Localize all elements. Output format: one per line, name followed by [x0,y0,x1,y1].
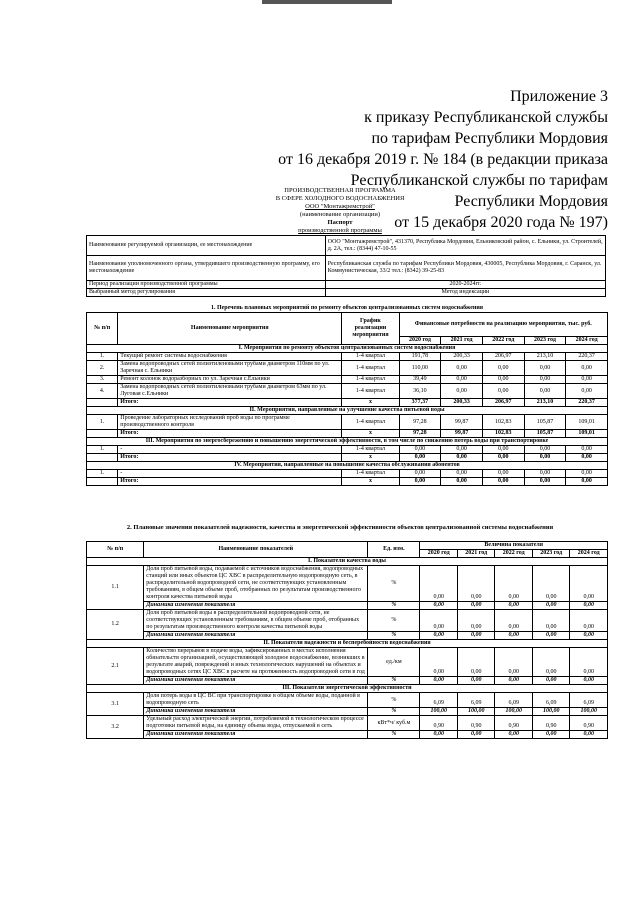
col-num: № п/п [87,313,118,345]
indicator-value: 0,00 [532,610,570,632]
indicator-name: Доля проб питьевой воды, подаваемой с источников водоснабжения, водопроводных станций или иных объектов ЦС ХВС в распределительную водопроводную сеть, в распределительной водопроводной сети, не соответствующих установленным требованиям, в общем объеме проб, отобранных по результатам производственного контроля качества питьевой воды [144,566,368,602]
col-values: Величина показателя [420,542,608,550]
finance-value: 0,00 [524,470,566,478]
total-value: 0,00 [524,478,566,486]
dynamics-value: 100,00 [457,708,495,716]
indicator-value: 0,00 [457,610,495,632]
indicator-value: 0,90 [457,716,495,731]
measure-name: Ремонт колонок водоразборных по ул. Заречная с.Ельники [118,376,342,384]
program-heading [230,187,450,235]
total-value: 109,01 [566,430,608,438]
indicator-value: 0,00 [495,610,533,632]
year-header: 2020 год [420,550,458,558]
indicator-row [87,648,608,677]
passport-value: ООО "Монтажремстрой", 431370, Республика Мордовия, Ельниковский район, с. Ельники, ул. Строителей, д. 2А, тел.: (8344) 47-10-55 [325,236,605,256]
appendix-line: Приложение 3 [510,88,608,105]
passport-title: Паспорт [327,219,353,226]
total-value: 0,00 [399,478,441,486]
passport-value: Метод индексации [325,289,605,297]
schedule: 1-4 квартал [342,470,399,478]
indicator-row [87,693,608,708]
unit: ед./км [368,648,420,677]
table-row [87,415,608,430]
section-row [87,462,608,470]
organization-name: ООО "Монтажремстрой" [305,203,375,210]
appendix-line: Республики Мордовия [454,193,608,210]
dynamics-unit: % [368,677,420,685]
year-header: 2022 год [482,337,524,345]
finance-value: 200,33 [441,353,483,361]
unit: кВт*ч/ куб.м [368,716,420,731]
finance-value: 0,00 [399,470,441,478]
total-value: 0,00 [482,478,524,486]
finance-value: 0,00 [482,384,524,399]
section-row [87,345,608,353]
total-value: 105,87 [524,430,566,438]
measure-name: - [118,470,342,478]
total-label: Итого: [118,454,342,462]
empty-cell [87,430,118,438]
indicator-value: 0,00 [570,648,608,677]
finance-value: 0,00 [482,446,524,454]
dynamics-value: 0,00 [457,602,495,610]
dynamics-value: 0,00 [420,677,458,685]
indicator-value: 0,00 [420,610,458,632]
section-title: II. Мероприятия, направленные на улучшение качества питьевой воды [87,407,608,415]
row-number: 4. [87,384,118,399]
total-value: 0,00 [566,478,608,486]
dynamics-value: 0,00 [570,731,608,739]
finance-value: 0,00 [482,376,524,384]
total-value: 220,37 [566,399,608,407]
indicator-value: 0,90 [570,716,608,731]
measure-name: Замена водопроводных сетей полиэтиленовыми трубами диаметром 110мм по ул. Заречная с. Ельники [118,361,342,376]
measure-name: Текущий ремонт системы водоснабжения [118,353,342,361]
row-number: 1. [87,353,118,361]
schedule: 1-4 квартал [342,361,399,376]
total-value: 102,83 [482,430,524,438]
row-number: 1. [87,470,118,478]
dynamics-value: 0,00 [457,677,495,685]
row-number: 2. [87,361,118,376]
year-header: 2021 год [457,550,495,558]
schedule: х [342,478,399,486]
total-value: 206,97 [482,399,524,407]
indicator-value: 6,09 [570,693,608,708]
indicator-name: Доля потерь воды в ЦС ВС при транспортировке в общем объеме воды, поданной в водопроводную сеть [144,693,368,708]
passport-subtitle: производственной программы [298,227,382,234]
table-row [87,446,608,454]
dynamics-value: 0,00 [532,677,570,685]
total-value: 0,00 [524,454,566,462]
dynamics-value: 0,00 [495,731,533,739]
section-title: IV. Мероприятия, направленные на повышение качества обслуживания абонентов [87,462,608,470]
dynamics-value: 0,00 [457,632,495,640]
table-row [87,353,608,361]
col-schedule: График реализации мероприятия [342,313,399,345]
section-row [87,407,608,415]
finance-value: 191,78 [399,353,441,361]
indicator-value: 0,90 [532,716,570,731]
row-number: 3.1 [87,693,144,716]
year-header: 2024 год [566,337,608,345]
total-value: 213,10 [524,399,566,407]
measure-name: Проведение лабораторных исследований проб воды по программе производственного контроля [118,415,342,430]
total-row [87,454,608,462]
dynamics-value: 0,00 [420,632,458,640]
section-row [87,558,608,566]
finance-value: 0,00 [524,361,566,376]
table-row [87,384,608,399]
col-finance: Финансовые потребности на реализацию мероприятия, тыс. руб. [399,313,607,337]
dynamics-label: Динамика изменения показателя [144,632,368,640]
finance-value: 99,87 [441,415,483,430]
indicator-row [87,566,608,602]
indicator-value: 6,09 [532,693,570,708]
row-number: 3. [87,376,118,384]
finance-value: 0,00 [566,470,608,478]
dynamics-row [87,708,608,716]
indicator-value: 0,00 [570,610,608,632]
unit: % [368,610,420,632]
dynamics-unit: % [368,602,420,610]
indicator-value: 6,09 [495,693,533,708]
section-title: II. Показатели надежности и бесперебойности водоснабжения [87,640,608,648]
section-title: III. Мероприятия по энергосбережению и повышению энергетической эффективности, в том числе по снижению потерь воды при транспортировке [87,438,608,446]
dynamics-unit: % [368,708,420,716]
dynamics-label: Динамика изменения показателя [144,602,368,610]
appendix-line: от 15 декабря 2020 года № 197) [394,214,608,231]
finance-value: 97,28 [399,415,441,430]
finance-value: 0,00 [441,384,483,399]
year-header: 2021 год [441,337,483,345]
row-number: 3.2 [87,716,144,739]
total-row [87,399,608,407]
finance-value: 0,00 [566,361,608,376]
section-title: I. Показатели качества воды [87,558,608,566]
year-header: 2022 год [495,550,533,558]
empty-cell [87,399,118,407]
dynamics-row [87,677,608,685]
measure-name: - [118,446,342,454]
dynamics-value: 0,00 [570,602,608,610]
indicator-value: 0,90 [495,716,533,731]
col-num: № п/п [87,542,144,558]
passport-value: 2020-2024гг. [325,281,605,289]
indicator-value: 0,00 [420,566,458,602]
dynamics-unit: % [368,731,420,739]
schedule: х [342,454,399,462]
table-row [87,470,608,478]
finance-value: 0,00 [524,446,566,454]
schedule: 1-4 квартал [342,415,399,430]
col-measure: Наименование мероприятия [118,313,342,345]
section-title: III. Показатели энергетической эффективности [87,685,608,693]
indicator-name: Количество перерывов в подаче воды, зафиксированных в местах исполнения обязательств организацией, осуществляющей холодное водоснабжение, возникших в результате аварий, повреждений и иных технологических нарушений на объектах и водопроводных сетях ЦС ХВС в расчете на протяженность водопроводной сети в год [144,648,368,677]
year-header: 2023 год [524,337,566,345]
dynamics-row [87,602,608,610]
finance-value: 110,00 [399,361,441,376]
indicator-value: 0,00 [457,566,495,602]
scan-mark [262,0,392,4]
empty-cell [87,478,118,486]
repair-measures-table [86,305,608,486]
appendix-line: к приказу Республиканской службы [364,109,608,126]
indicator-value: 0,00 [532,648,570,677]
finance-value: 0,00 [441,361,483,376]
organization-note: (наименование организации) [299,211,381,218]
program-title: ПРОИЗВОДСТВЕННАЯ ПРОГРАММА [284,187,396,194]
section-row [87,438,608,446]
unit: % [368,566,420,602]
finance-value: 0,00 [566,376,608,384]
year-header: 2024 год [570,550,608,558]
year-header: 2023 год [532,550,570,558]
indicator-name: Доля проб питьевой воды в распределительной водопроводной сети, не соответствующих установленным требованиям, в общем объеме проб, отобранных по результатам производственного контроля качества питьевой воды [144,610,368,632]
indicator-name: Удельный расход электрической энергии, потребляемой в технологическом процессе подготовки питьевой воды, на единицу объема воды, отпускаемой в сеть [144,716,368,731]
indicator-row [87,716,608,731]
finance-value: 39,49 [399,376,441,384]
finance-value: 36,10 [399,384,441,399]
year-header: 2020 год [399,337,441,345]
dynamics-value: 100,00 [532,708,570,716]
dynamics-unit: % [368,632,420,640]
schedule: 1-4 квартал [342,384,399,399]
program-subtitle: В СФЕРЕ ХОЛОДНОГО ВОДОСНАБЖЕНИЯ [275,195,405,202]
finance-value: 109,01 [566,415,608,430]
finance-value: 0,00 [399,446,441,454]
finance-value: 0,00 [441,470,483,478]
finance-value: 0,00 [524,376,566,384]
total-value: 0,00 [441,454,483,462]
dynamics-value: 0,00 [570,632,608,640]
table1-title: 1. Перечень плановых мероприятий по ремонту объектов централизованных систем водоснабжения [210,305,484,311]
indicator-value: 0,90 [420,716,458,731]
total-value: 0,00 [399,454,441,462]
finance-value: 102,83 [482,415,524,430]
empty-cell [87,454,118,462]
passport-label: Выбранный метод регулирования [87,289,326,297]
passport-label: Наименование регулируемой организации, ее местонахождение [87,236,326,256]
indicator-value: 0,00 [570,566,608,602]
dynamics-value: 100,00 [570,708,608,716]
dynamics-value: 0,00 [495,677,533,685]
appendix-line: от 16 декабря 2019 г. № 184 (в редакции приказа [278,151,608,168]
section-title: I. Мероприятия по ремонту объектов централизованных систем водоснабжения [87,345,608,353]
dynamics-value: 100,00 [495,708,533,716]
total-value: 0,00 [482,454,524,462]
dynamics-value: 0,00 [532,602,570,610]
finance-value: 220,37 [566,353,608,361]
schedule: х [342,430,399,438]
schedule: 1-4 квартал [342,446,399,454]
unit: % [368,693,420,708]
dynamics-value: 0,00 [495,602,533,610]
col-unit: Ед. изм. [368,542,420,558]
dynamics-value: 0,00 [457,731,495,739]
row-number: 1. [87,415,118,430]
appendix-line: Республиканской службы по тарифам [350,172,608,189]
passport-label: Период реализации производственной программы [87,281,326,289]
total-label: Итого: [118,430,342,438]
indicator-value: 0,00 [420,648,458,677]
total-row [87,478,608,486]
finance-value: 105,87 [524,415,566,430]
passport-value: Республиканская служба по тарифам Республики Мордовия, 430005, Республика Мордовия, г. Саранск, ул. Коммунистическая, 33/2 тел.: (8342) 39-25-83 [325,256,605,281]
indicator-value: 0,00 [457,648,495,677]
total-value: 97,28 [399,430,441,438]
section-row [87,640,608,648]
finance-value: 213,10 [524,353,566,361]
indicator-value: 0,00 [532,566,570,602]
finance-value: 0,00 [524,384,566,399]
indicator-value: 6,09 [457,693,495,708]
table2-title: 2. Плановые значения показателей надежности, качества и энергетической эффективности объектов централизованной системы водоснабжения [126,524,554,531]
dynamics-value: 0,00 [420,731,458,739]
indicator-value: 6,09 [420,693,458,708]
indicators-table [86,541,608,739]
passport-label: Наименование уполномоченного органа, утвердившего производственную программу, его местонахождение [87,256,326,281]
finance-value: 0,00 [482,470,524,478]
dynamics-value: 0,00 [570,677,608,685]
finance-value: 0,00 [441,446,483,454]
measure-name: Замена водопроводных сетей полиэтиленовыми трубами диаметром 63мм по ул. Луговая с.Ельники [118,384,342,399]
dynamics-label: Динамика изменения показателя [144,708,368,716]
total-label: Итого: [118,478,342,486]
indicator-value: 0,00 [495,566,533,602]
finance-value: 0,00 [566,384,608,399]
indicator-row [87,610,608,632]
row-number: 1.1 [87,566,144,610]
table-row [87,376,608,384]
total-value: 200,33 [441,399,483,407]
passport-table [86,235,606,297]
finance-value: 206,97 [482,353,524,361]
total-value: 99,87 [441,430,483,438]
dynamics-value: 0,00 [420,602,458,610]
total-value: 377,37 [399,399,441,407]
total-value: 0,00 [441,478,483,486]
finance-value: 0,00 [482,361,524,376]
schedule: х [342,399,399,407]
table-row [87,361,608,376]
dynamics-label: Динамика изменения показателя [144,677,368,685]
finance-value: 0,00 [441,376,483,384]
dynamics-value: 0,00 [532,731,570,739]
dynamics-value: 100,00 [420,708,458,716]
schedule: 1-4 квартал [342,353,399,361]
indicator-value: 0,00 [495,648,533,677]
col-indicator: Наименование показателей [144,542,368,558]
total-value: 0,00 [566,454,608,462]
row-number: 1. [87,446,118,454]
dynamics-row [87,632,608,640]
schedule: 1-4 квартал [342,376,399,384]
row-number: 2.1 [87,648,144,685]
dynamics-value: 0,00 [495,632,533,640]
total-label: Итого: [118,399,342,407]
section-row [87,685,608,693]
dynamics-label: Динамика изменения показателя [144,731,368,739]
dynamics-value: 0,00 [532,632,570,640]
row-number: 1.2 [87,610,144,640]
dynamics-row [87,731,608,739]
total-row [87,430,608,438]
appendix-line: по тарифам Республики Мордовия [371,130,608,147]
finance-value: 0,00 [566,446,608,454]
